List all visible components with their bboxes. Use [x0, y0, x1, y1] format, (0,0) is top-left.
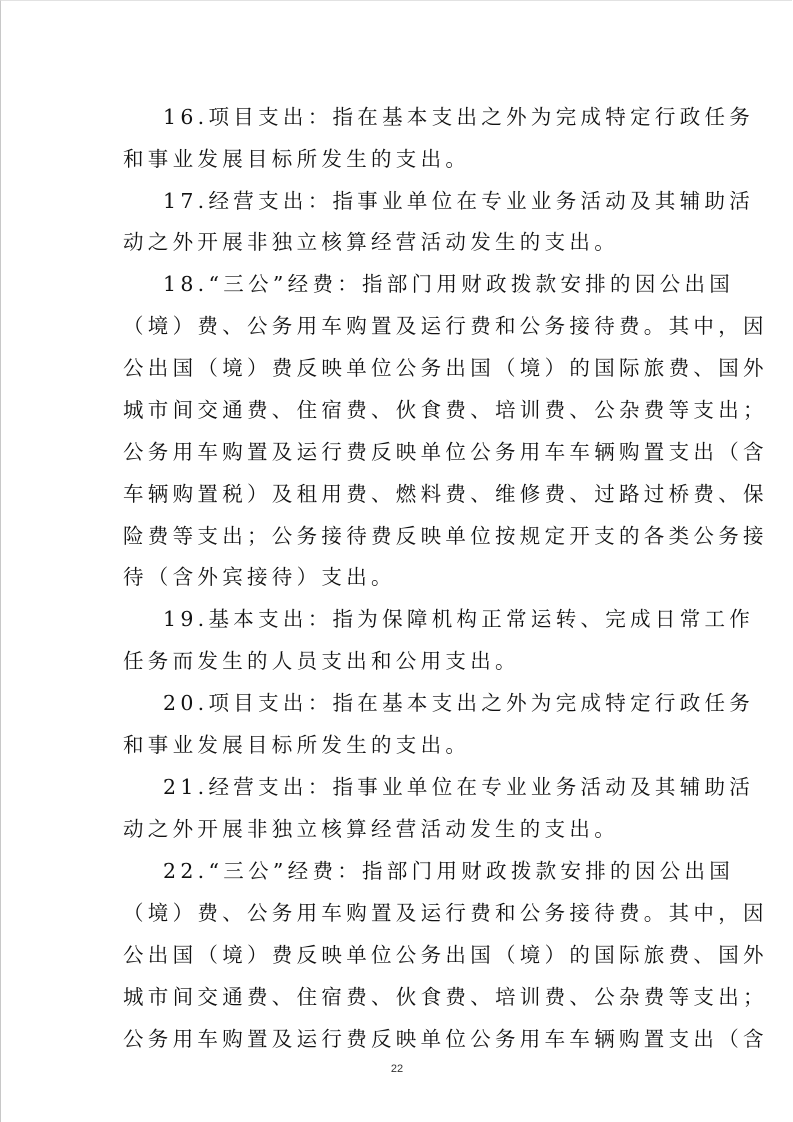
item-18-line-7: 险费等支出；公务接待费反映单位按规定开支的各类公务接 — [123, 524, 768, 548]
item-19-line-2: 任务而发生的人员支出和公用支出。 — [123, 649, 520, 673]
item-22-line-2: （境）费、公务用车购置及运行费和公务接待费。其中，因 — [123, 901, 768, 925]
item-20-line-2: 和事业发展目标所发生的支出。 — [123, 733, 471, 757]
item-18-line-8: 待（含外宾接待）支出。 — [123, 565, 396, 589]
item-18-line-3: 公出国（境）费反映单位公务出国（境）的国际旅费、国外 — [123, 356, 768, 380]
item-16-line-1: 16.项目支出：指在基本支出之外为完成特定行政任务 — [163, 105, 755, 129]
item-18-line-1: 18.“三公”经费：指部门用财政拨款安排的因公出国 — [163, 272, 735, 296]
item-18-line-4: 城市间交通费、住宿费、伙食费、培训费、公杂费等支出； — [123, 398, 768, 422]
item-17-line-1: 17.经营支出：指事业单位在专业业务活动及其辅助活 — [163, 189, 755, 213]
item-21-line-2: 动之外开展非独立核算经营活动发生的支出。 — [123, 817, 619, 841]
page-number: 22 — [390, 1063, 404, 1075]
item-21-line-1: 21.经营支出：指事业单位在专业业务活动及其辅助活 — [163, 775, 755, 799]
item-22-line-3: 公出国（境）费反映单位公务出国（境）的国际旅费、国外 — [123, 943, 768, 967]
item-18-line-6: 车辆购置税）及租用费、燃料费、维修费、过路过桥费、保 — [123, 482, 768, 506]
item-17-line-2: 动之外开展非独立核算经营活动发生的支出。 — [123, 230, 619, 254]
item-22-line-5: 公务用车购置及运行费反映单位公务用车车辆购置支出（含 — [123, 1027, 768, 1051]
item-22-line-4: 城市间交通费、住宿费、伙食费、培训费、公杂费等支出； — [123, 985, 768, 1009]
item-18-line-5: 公务用车购置及运行费反映单位公务用车车辆购置支出（含 — [123, 440, 768, 464]
item-16-line-2: 和事业发展目标所发生的支出。 — [123, 147, 471, 171]
item-20-line-1: 20.项目支出：指在基本支出之外为完成特定行政任务 — [163, 691, 755, 715]
item-18-line-2: （境）费、公务用车购置及运行费和公务接待费。其中，因 — [123, 314, 768, 338]
item-19-line-1: 19.基本支出：指为保障机构正常运转、完成日常工作 — [163, 607, 755, 631]
item-22-line-1: 22.“三公”经费：指部门用财政拨款安排的因公出国 — [163, 859, 735, 883]
